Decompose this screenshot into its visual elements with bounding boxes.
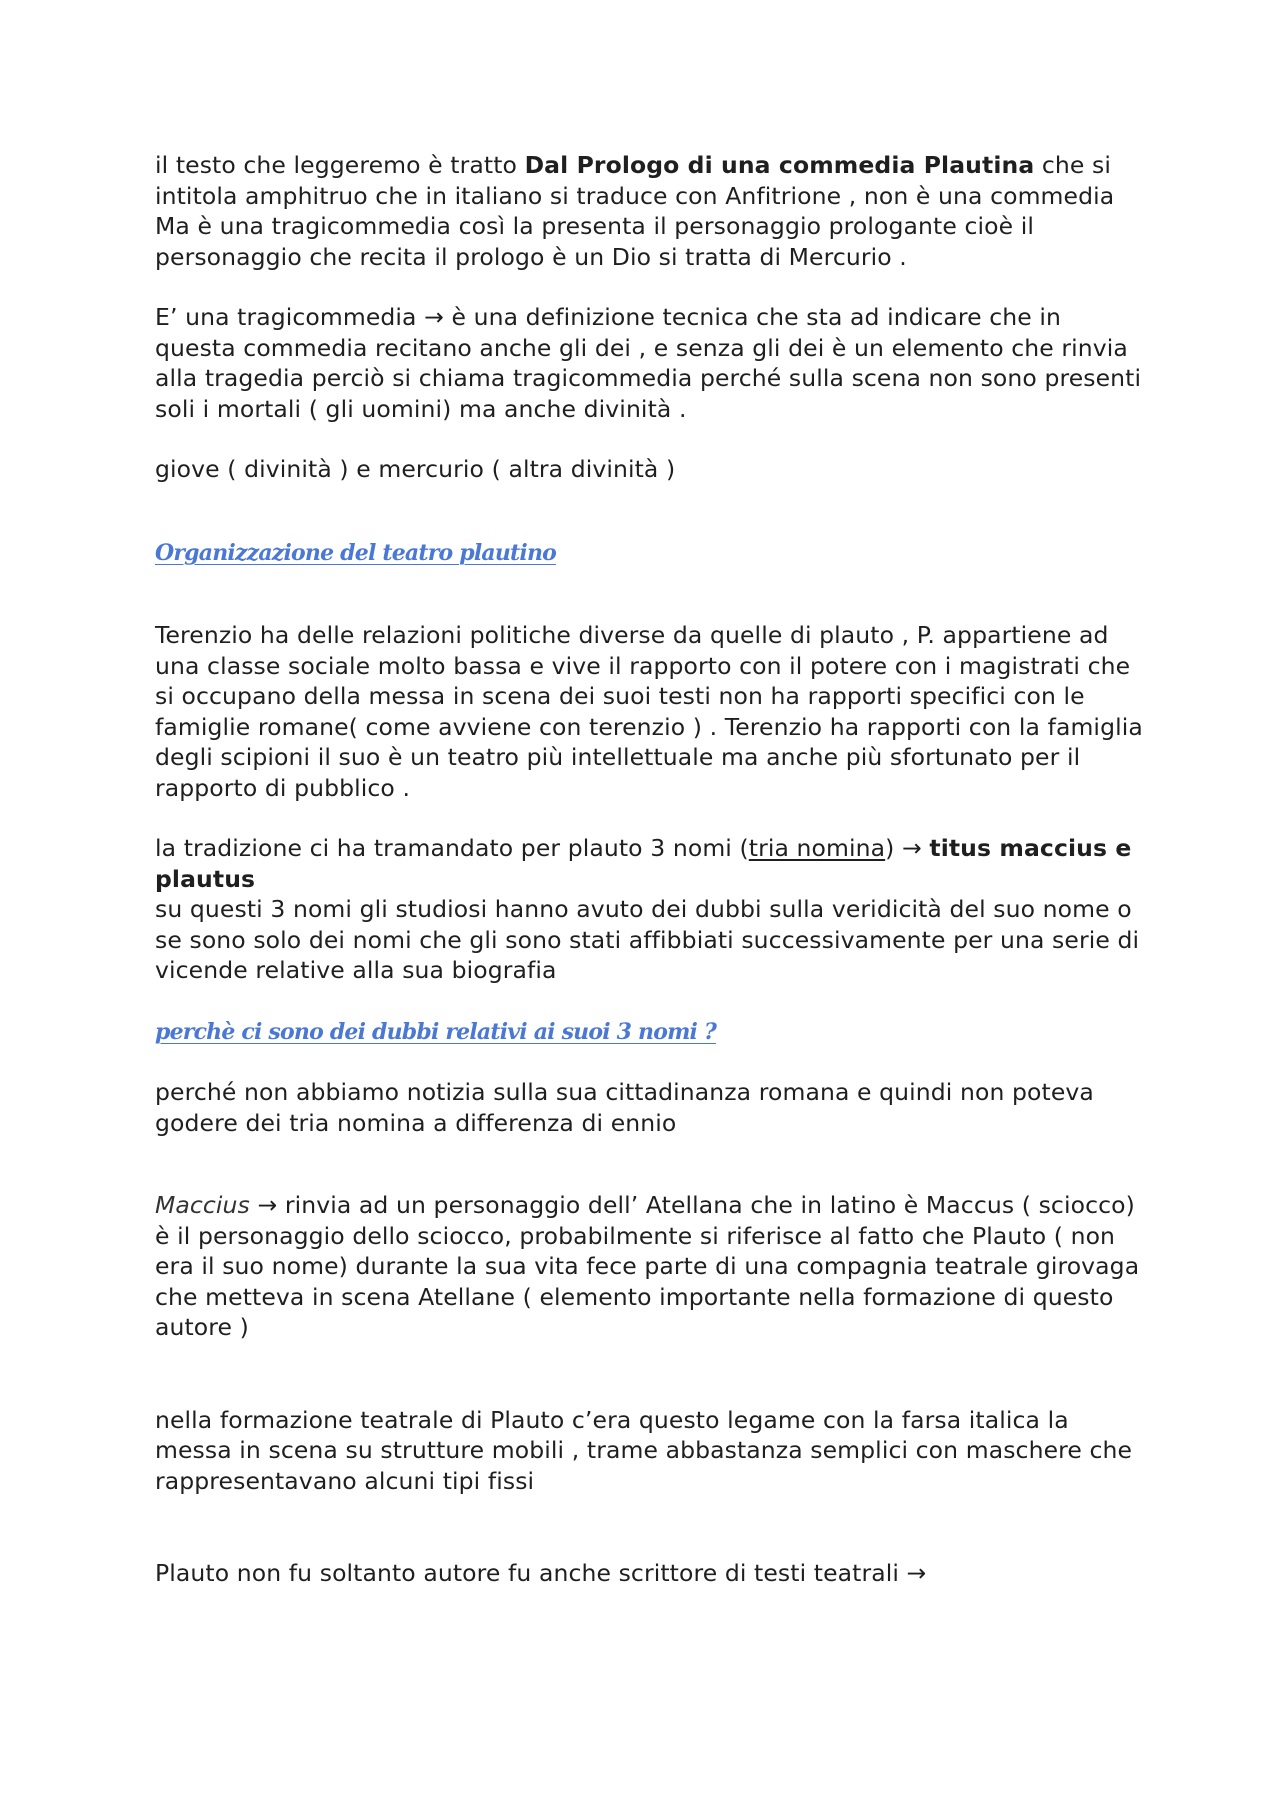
paragraph-tria-nomina: la tradizione ci ha tramandato per plauto 3 nomi (tria nomina) → titus maccius e plautus su questi 3 nomi gli studiosi hanno avuto dei dubbi sulla veridicità del suo nome o se sono solo dei nomi che gli sono stati affibbiati successivamente per una serie di vicende relative alla sua biografia	[155, 834, 1140, 984]
italic-maccius: Maccius	[155, 1191, 250, 1219]
section-heading-doubts: perchè ci sono dei dubbi relativi ai suoi 3 nomi ?	[155, 1018, 717, 1045]
paragraph-terenzio: Terenzio ha delle relazioni politiche diverse da quelle di plauto , P. appartiene ad una classe sociale molto bassa e vive il rapporto con il potere con i magistrati che si occupano della messa in scena dei suoi testi non ha rapporti specifici con le famiglie romane( come avviene con terenzio ) . Terenzio ha rapporti con la famiglia degli scipioni il suo è un teatro più intellettuale ma anche più sfortunato per il rapporto di pubblico .	[155, 621, 1143, 802]
bold-prologue: Dal Prologo di una commedia Plautina	[524, 151, 1035, 179]
paragraph-author: Plauto non fu soltanto autore fu anche scrittore di testi teatrali →	[155, 1559, 927, 1587]
paragraph-intro: il testo che leggeremo è tratto Dal Prologo di una commedia Plautina che si intitola amphitruo che in italiano si traduce con Anfitrione , non è una commedia Ma è una tragicommedia così la presenta il personaggio prologante cioè il personaggio che recita il prologo è un Dio si tratta di Mercurio .	[155, 151, 1115, 271]
paragraph-tragicommedia: E’ una tragicommedia → è una definizione tecnica che sta ad indicare che in questa commedia recitano anche gli dei , e senza gli dei è un elemento che rinvia alla tragedia perciò si chiama tragicommedia perché sulla scena non sono presenti soli i mortali ( gli uomini) ma anche divinità .	[155, 303, 1142, 423]
paragraph-theatrical-formation: nella formazione teatrale di Plauto c’era questo legame con la farsa italica la messa in scena su strutture mobili , trame abbastanza semplici con maschere che rappresentavano alcuni tipi fissi	[155, 1405, 1133, 1495]
document-page	[155, 150, 1145, 1589]
section-heading-organization: Organizzazione del teatro plautino	[155, 539, 557, 566]
underlined-tria-nomina: tria nomina	[748, 834, 886, 862]
paragraph-divinities: giove ( divinità ) e mercurio ( altra divinità )	[155, 455, 676, 483]
paragraph-maccius: Maccius → rinvia ad un personaggio dell’ Atellana che in latino è Maccus ( sciocco) è il personaggio dello sciocco, probabilmente si riferisce al fatto che Plauto ( non era il suo nome) durante la sua vita fece parte di una compagnia teatrale girovaga che metteva in scena Atellane ( elemento importante nella formazione di questo autore )	[155, 1191, 1140, 1341]
bold-names: titus maccius e plautus	[155, 834, 1132, 893]
paragraph-citizenship: perché non abbiamo notizia sulla sua cittadinanza romana e quindi non poteva godere dei tria nomina a differenza di ennio	[155, 1078, 1094, 1137]
